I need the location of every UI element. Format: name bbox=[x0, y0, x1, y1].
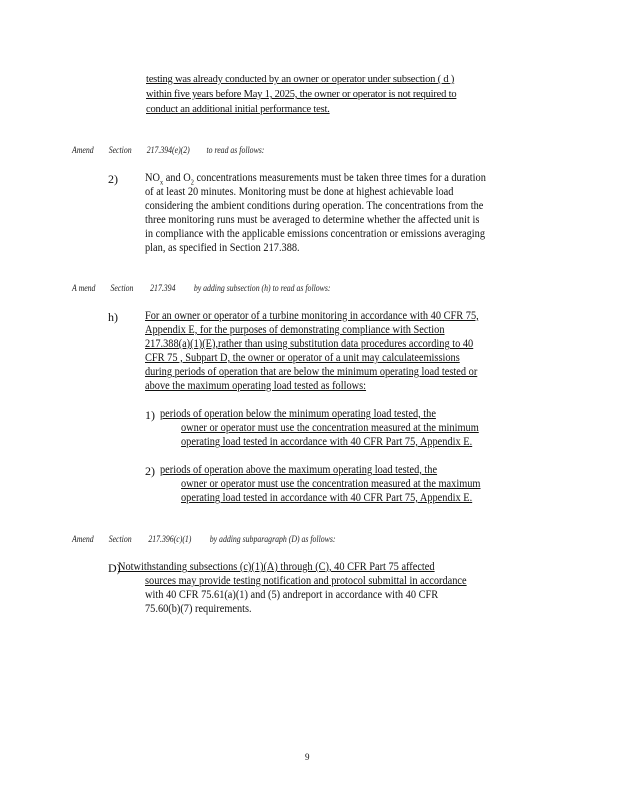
itemh-line-6: above the maximum operating load tested as follows: bbox=[145, 380, 367, 392]
amend-action: to read as follows: bbox=[206, 146, 265, 156]
sub2-line-2: owner or operator must use the concentration measured at the maximum bbox=[181, 478, 481, 490]
item-label: h) bbox=[108, 310, 118, 324]
amend-instruction-1 bbox=[72, 146, 264, 156]
itemh-line-3: 217.388(a)(1)(E),rather than using substitution data procedures according to 40 bbox=[145, 338, 474, 350]
item-label: 2) bbox=[108, 172, 118, 186]
intro-line-2: within five years before May 1, 2025, the owner or operator is not required to bbox=[146, 89, 457, 100]
amend-word: Amend bbox=[72, 146, 94, 156]
section-word: Section bbox=[110, 284, 134, 294]
amend-instruction-3 bbox=[72, 535, 335, 545]
item2-line-6: plan, as specified in Section 217.388. bbox=[145, 242, 300, 254]
sub1-line-2: owner or operator must use the concentration measured at the minimum bbox=[181, 422, 479, 434]
itemh-line-4: CFR 75 , Subpart D, the owner or operator of a unit may calculateemissions bbox=[145, 352, 460, 364]
page-number: 9 bbox=[305, 752, 310, 762]
sub1-line-3: operating load tested in accordance with 40 CFR Part 75, Appendix E. bbox=[181, 436, 473, 448]
item2-line-4: three monitoring runs must be averaged to determine whether the affected unit is bbox=[145, 214, 480, 226]
sub2-line-1: periods of operation above the maximum operating load tested, the bbox=[160, 464, 438, 476]
itemD-line-4: 75.60(b)(7) requirements. bbox=[145, 603, 252, 615]
amend-action: by adding subparagraph (D) as follows: bbox=[209, 535, 336, 545]
item2-line-1: $NO_x$ and $O_2$ concentrations measurements must be taken three times for a duration bbox=[145, 172, 486, 187]
item2-line-2: of at least 20 minutes. Monitoring must be done at highest achievable load bbox=[145, 186, 454, 198]
amend-word: A mend bbox=[72, 284, 96, 294]
itemD-line-3: with 40 CFR 75.61(a)(1) and (5) andreport in accordance with 40 CFR bbox=[145, 589, 439, 601]
sub2-line-3: operating load tested in accordance with 40 CFR Part 75, Appendix E. bbox=[181, 492, 473, 504]
item2-line-5: in compliance with the applicable emissions concentration or emissions averaging bbox=[145, 228, 486, 240]
subitem-label: 2) bbox=[145, 464, 155, 478]
itemh-line-2: Appendix E, for the purposes of demonstrating compliance with Section bbox=[145, 324, 445, 336]
section-word: Section bbox=[108, 146, 132, 156]
amend-action: by adding subsection (h) to read as follows: bbox=[193, 284, 331, 294]
intro-line-3: conduct an additional initial performance test. bbox=[146, 104, 330, 115]
itemh-line-1: For an owner or operator of a turbine monitoring in accordance with 40 CFR 75, bbox=[145, 310, 479, 322]
itemh-line-5: during periods of operation that are below the minimum operating load tested or bbox=[145, 366, 478, 378]
itemD-line-2: sources may provide testing notification and protocol submittal in accordance bbox=[145, 575, 467, 587]
subitem-label: 1) bbox=[145, 408, 155, 422]
amend-word: Amend bbox=[72, 535, 94, 545]
section-ref: 217.394(e)(2) bbox=[146, 146, 190, 156]
section-word: Section bbox=[108, 535, 132, 545]
section-ref: 217.394 bbox=[150, 284, 176, 294]
amend-instruction-2 bbox=[72, 284, 331, 294]
item-label: D) bbox=[108, 561, 121, 575]
item2-line-3: considering the ambient conditions during operation. The concentrations from the bbox=[145, 200, 484, 212]
section-ref: 217.396(c)(1) bbox=[148, 535, 192, 545]
itemD-line-1: Notwithstanding subsections (c)(1)(A) through (C), 40 CFR Part 75 affected bbox=[118, 561, 435, 573]
intro-line-1: testing was already conducted by an owner or operator under subsection ( d ) bbox=[146, 74, 455, 85]
sub1-line-1: periods of operation below the minimum operating load tested, the bbox=[160, 408, 436, 420]
